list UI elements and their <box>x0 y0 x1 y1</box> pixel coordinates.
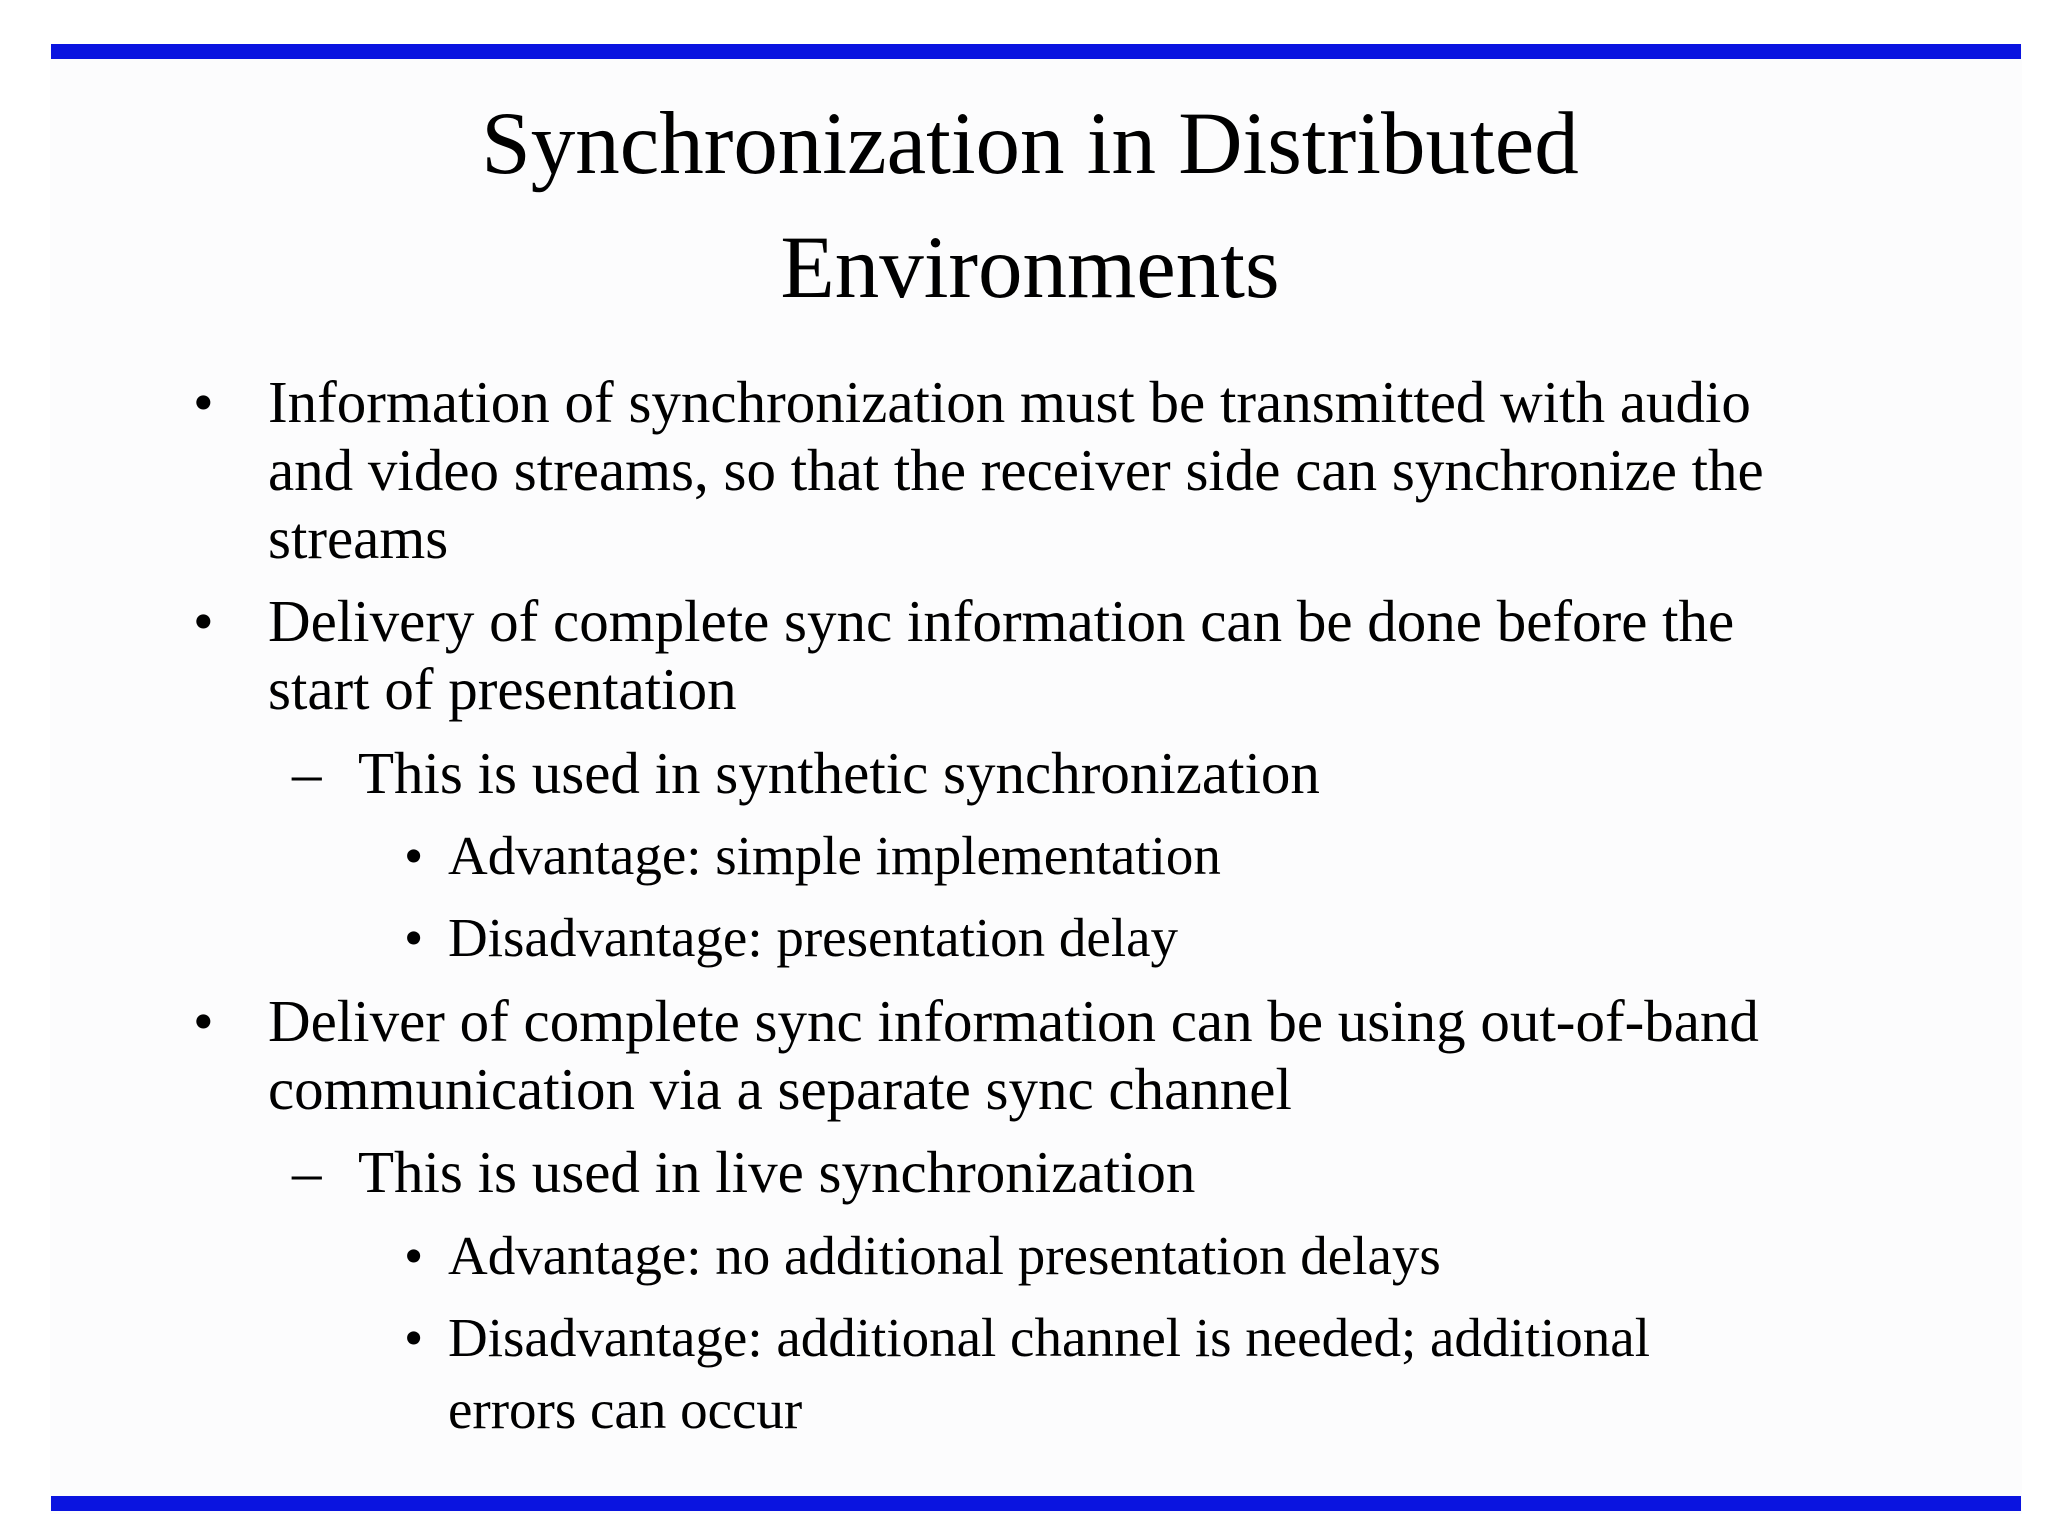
slide-title-line-2: Environments <box>780 219 1280 317</box>
point-synthetic-advantage <box>404 820 1221 892</box>
point-synthetic-advantage-text: Advantage: simple implementation <box>448 825 1221 886</box>
bullet-item-3-line-2: communication via a separate sync channel <box>268 1056 1292 1122</box>
bullet-item-1-line-1: Information of synchronization must be transmitted with audio <box>268 369 1751 435</box>
bullet-marker: • <box>404 907 424 968</box>
bullet-item-1-line-2: and video streams, so that the receiver side can synchronize the <box>268 437 1764 503</box>
point-live-advantage-text: Advantage: no additional presentation delays <box>448 1225 1441 1286</box>
bullet-marker: • <box>193 369 214 435</box>
slide-title <box>60 82 2000 330</box>
bottom-accent-rule <box>51 1496 2021 1511</box>
point-synthetic-disadvantage <box>404 902 1179 974</box>
bullet-item-2-line-2: start of presentation <box>268 656 737 722</box>
bullet-item-2 <box>193 587 1735 723</box>
bullet-marker: • <box>193 588 214 654</box>
bullet-marker: • <box>404 825 424 886</box>
bullet-item-3-line-1: Deliver of complete sync information can be using out-of-band <box>268 988 1759 1054</box>
bullet-item-2-line-1: Delivery of complete sync information can be done before the <box>268 588 1735 654</box>
sub-item-synthetic-text: This is used in synthetic synchronization <box>358 740 1320 806</box>
bullet-marker: • <box>404 1307 424 1368</box>
bullet-marker: • <box>193 988 214 1054</box>
dash-marker: – <box>292 1139 322 1205</box>
point-synthetic-disadvantage-text: Disadvantage: presentation delay <box>448 907 1179 968</box>
bullet-item-3 <box>193 987 1759 1123</box>
sub-item-live <box>292 1138 1196 1206</box>
top-accent-rule <box>51 44 2021 59</box>
bullet-item-1 <box>193 368 1764 572</box>
point-live-disadvantage-line-2: errors can occur <box>448 1379 803 1440</box>
sub-item-live-text: This is used in live synchronization <box>358 1139 1196 1205</box>
bullet-marker: • <box>404 1225 424 1286</box>
bullet-item-1-line-3: streams <box>268 505 449 571</box>
point-live-disadvantage <box>404 1302 1650 1446</box>
dash-marker: – <box>292 740 322 806</box>
sub-item-synthetic <box>292 739 1320 807</box>
slide-title-line-1: Synchronization in Distributed <box>481 95 1579 193</box>
point-live-advantage <box>404 1220 1441 1292</box>
point-live-disadvantage-line-1: Disadvantage: additional channel is needed; additional <box>448 1307 1650 1368</box>
